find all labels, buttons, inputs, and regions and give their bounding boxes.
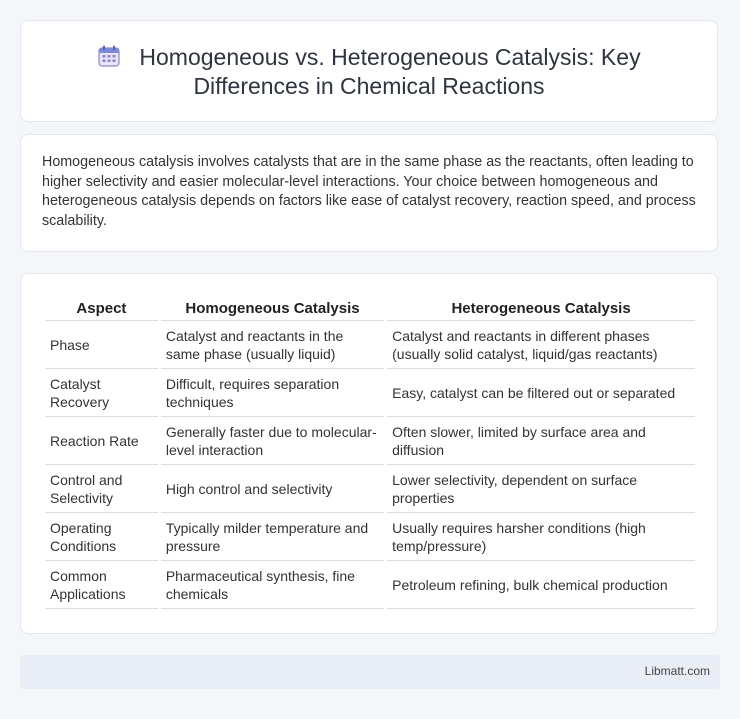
calendar-icon — [97, 44, 121, 68]
homogeneous-cell: Difficult, requires separation techniques — [161, 369, 384, 417]
title-line-2: Differences in Chemical Reactions — [193, 73, 545, 99]
heterogeneous-cell: Easy, catalyst can be filtered out or separated — [387, 369, 695, 417]
footer-brand-link[interactable]: Libmatt.com — [644, 664, 710, 678]
title-line-1: Homogeneous vs. Heterogeneous Catalysis: Key — [139, 44, 641, 70]
column-header-homogeneous: Homogeneous Catalysis — [161, 296, 384, 321]
table-row — [45, 513, 695, 561]
intro-card — [20, 134, 718, 252]
homogeneous-cell: Typically milder temperature and pressure — [161, 513, 384, 561]
footer-bar — [20, 655, 720, 689]
column-header-heterogeneous: Heterogeneous Catalysis — [387, 296, 695, 321]
header-card — [20, 20, 718, 122]
comparison-table — [42, 296, 698, 609]
heterogeneous-cell: Lower selectivity, dependent on surface properties — [387, 465, 695, 513]
heterogeneous-cell: Petroleum refining, bulk chemical production — [387, 561, 695, 609]
comparison-card — [20, 273, 718, 634]
aspect-cell: Phase — [45, 321, 158, 369]
heterogeneous-cell: Catalyst and reactants in different phases (usually solid catalyst, liquid/gas reactants) — [387, 321, 695, 369]
page-title — [21, 43, 717, 101]
table-row — [45, 465, 695, 513]
aspect-cell: Common Applications — [45, 561, 158, 609]
table-header-row — [45, 296, 695, 321]
table-row — [45, 321, 695, 369]
homogeneous-cell: Catalyst and reactants in the same phase (usually liquid) — [161, 321, 384, 369]
aspect-cell: Catalyst Recovery — [45, 369, 158, 417]
homogeneous-cell: High control and selectivity — [161, 465, 384, 513]
heterogeneous-cell: Usually requires harsher conditions (high temp/pressure) — [387, 513, 695, 561]
aspect-cell: Reaction Rate — [45, 417, 158, 465]
column-header-aspect: Aspect — [45, 296, 158, 321]
intro-paragraph: Homogeneous catalysis involves catalysts that are in the same phase as the reactants, often leading to higher selectivity and easier molecular-level interactions. Your choice between homogeneous and heterogeneous catalysis depends on factors like ease of catalyst recovery, reaction speed, and process scalability. — [42, 154, 696, 229]
homogeneous-cell: Pharmaceutical synthesis, fine chemicals — [161, 561, 384, 609]
table-row — [45, 561, 695, 609]
table-row — [45, 369, 695, 417]
homogeneous-cell: Generally faster due to molecular-level interaction — [161, 417, 384, 465]
table-row — [45, 417, 695, 465]
aspect-cell: Operating Conditions — [45, 513, 158, 561]
heterogeneous-cell: Often slower, limited by surface area and diffusion — [387, 417, 695, 465]
aspect-cell: Control and Selectivity — [45, 465, 158, 513]
